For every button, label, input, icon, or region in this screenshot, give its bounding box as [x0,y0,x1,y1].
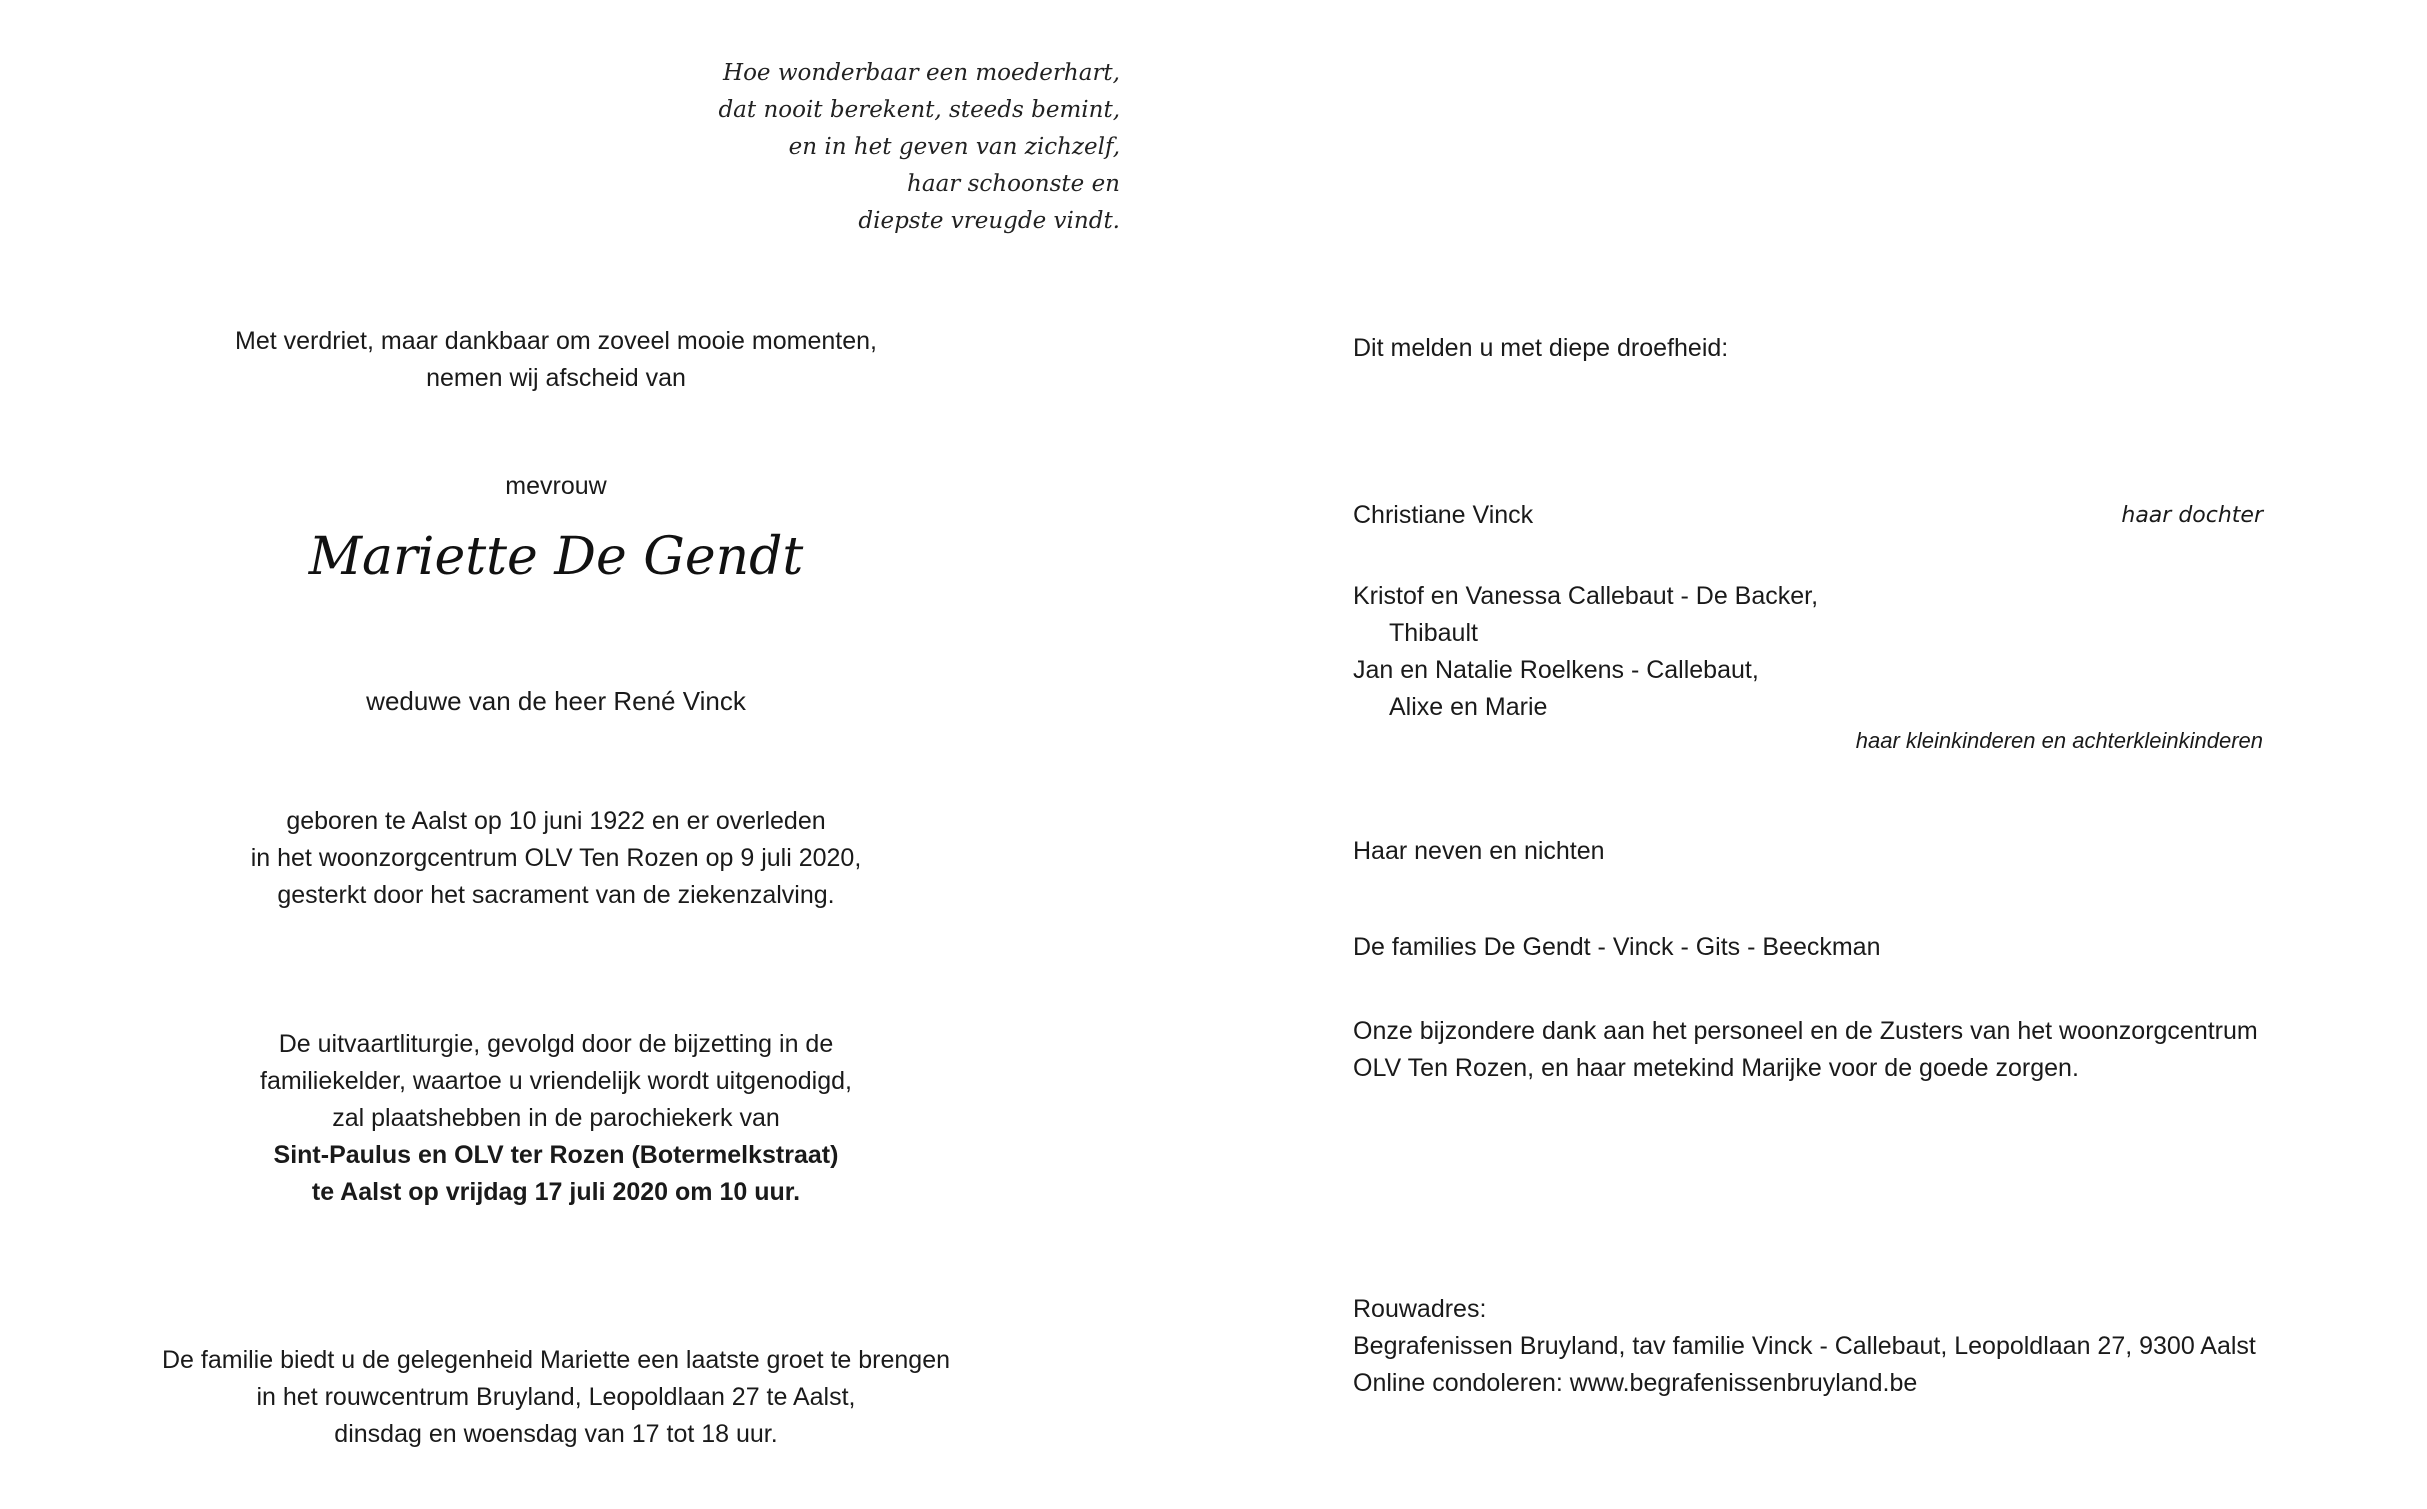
farewell-line: in het rouwcentrum Bruyland, Leopoldlaan 27 te Aalst, [256,1383,856,1411]
birth-death-details [0,803,1112,914]
grandchildren-line: Thibault [1389,619,1478,647]
grandchildren-list [1353,578,2353,726]
poem-line: Hoe wonderbaar een moederhart, [723,60,1120,86]
poem-line: en in het geven van zichzelf, [788,134,1120,160]
address-block [1353,1291,2293,1402]
birth-line: gesterkt door het sacrament van de ziekenzalving. [277,881,835,909]
birth-line: in het woonzorgcentrum OLV Ten Rozen op 9 juli 2020, [250,844,862,872]
daughter-row [1353,497,2353,534]
farewell-line: De familie biedt u de gelegenheid Mariette een laatste groet te brengen [161,1346,951,1374]
grandchildren-line: Alixe en Marie [1389,693,1548,721]
intro-line: Met verdriet, maar dankbaar om zoveel mooie momenten, [235,327,877,355]
announce-line: Dit melden u met diepe droefheid: [1353,334,1729,362]
grandchildren-role: haar kleinkinderen en achterkleinkinderen [1855,728,2263,753]
thanks-line: OLV Ten Rozen, en haar metekind Marijke voor de goede zorgen. [1353,1054,2079,1082]
thanks-line: Onze bijzondere dank aan het personeel en de Zusters van het woonzorgcentrum [1353,1017,2258,1045]
address-line: Begrafenissen Bruyland, tav familie Vinck - Callebaut, Leopoldlaan 27, 9300 Aalst [1353,1332,2256,1360]
grandchildren-line: Jan en Natalie Roelkens - Callebaut, [1353,656,1759,684]
funeral-line: De uitvaartliturgie, gevolgd door de bijzetting in de [278,1030,834,1058]
spouse-line: weduwe van de heer René Vinck [366,686,746,716]
intro-line: nemen wij afscheid van [426,364,686,392]
daughter-name: Christiane Vinck [1353,501,1534,529]
intro-text [0,323,1112,397]
funeral-line: zal plaatshebben in de parochiekerk van [332,1104,780,1132]
birth-line: geboren te Aalst op 10 juni 1922 en er overleden [286,807,826,835]
poem-line: dat nooit berekent, steeds bemint, [718,97,1120,123]
address-label: Rouwadres: [1353,1295,1487,1323]
poem-line: haar schoonste en [907,171,1120,197]
farewell-details [0,1342,1112,1453]
left-panel [0,0,1120,1509]
poem [520,55,1120,240]
title-prefix: mevrouw [505,472,607,500]
condolence-link[interactable]: Online condoleren: www.begrafenissenbruyland.be [1353,1369,1918,1397]
farewell-line: dinsdag en woensdag van 17 tot 18 uur. [334,1420,778,1448]
funeral-line: familiekelder, waartoe u vriendelijk wordt uitgenodigd, [260,1067,852,1095]
funeral-church: Sint-Paulus en OLV ter Rozen (Botermelkstraat) [273,1141,839,1169]
right-panel [1353,0,2353,1509]
cousins-line: Haar neven en nichten [1353,837,1605,865]
funeral-details [0,1026,1112,1211]
funeral-date: te Aalst op vrijdag 17 juli 2020 om 10 uur. [311,1178,801,1206]
deceased-name: Mariette De Gendt [308,527,804,587]
daughter-role: haar dochter [2121,503,2263,528]
families-line: De families De Gendt - Vinck - Gits - Beeckman [1353,933,1881,961]
grandchildren-line: Kristof en Vanessa Callebaut - De Backer, [1353,582,1819,610]
thanks-text [1353,1013,2293,1087]
poem-line: diepste vreugde vindt. [858,208,1120,234]
